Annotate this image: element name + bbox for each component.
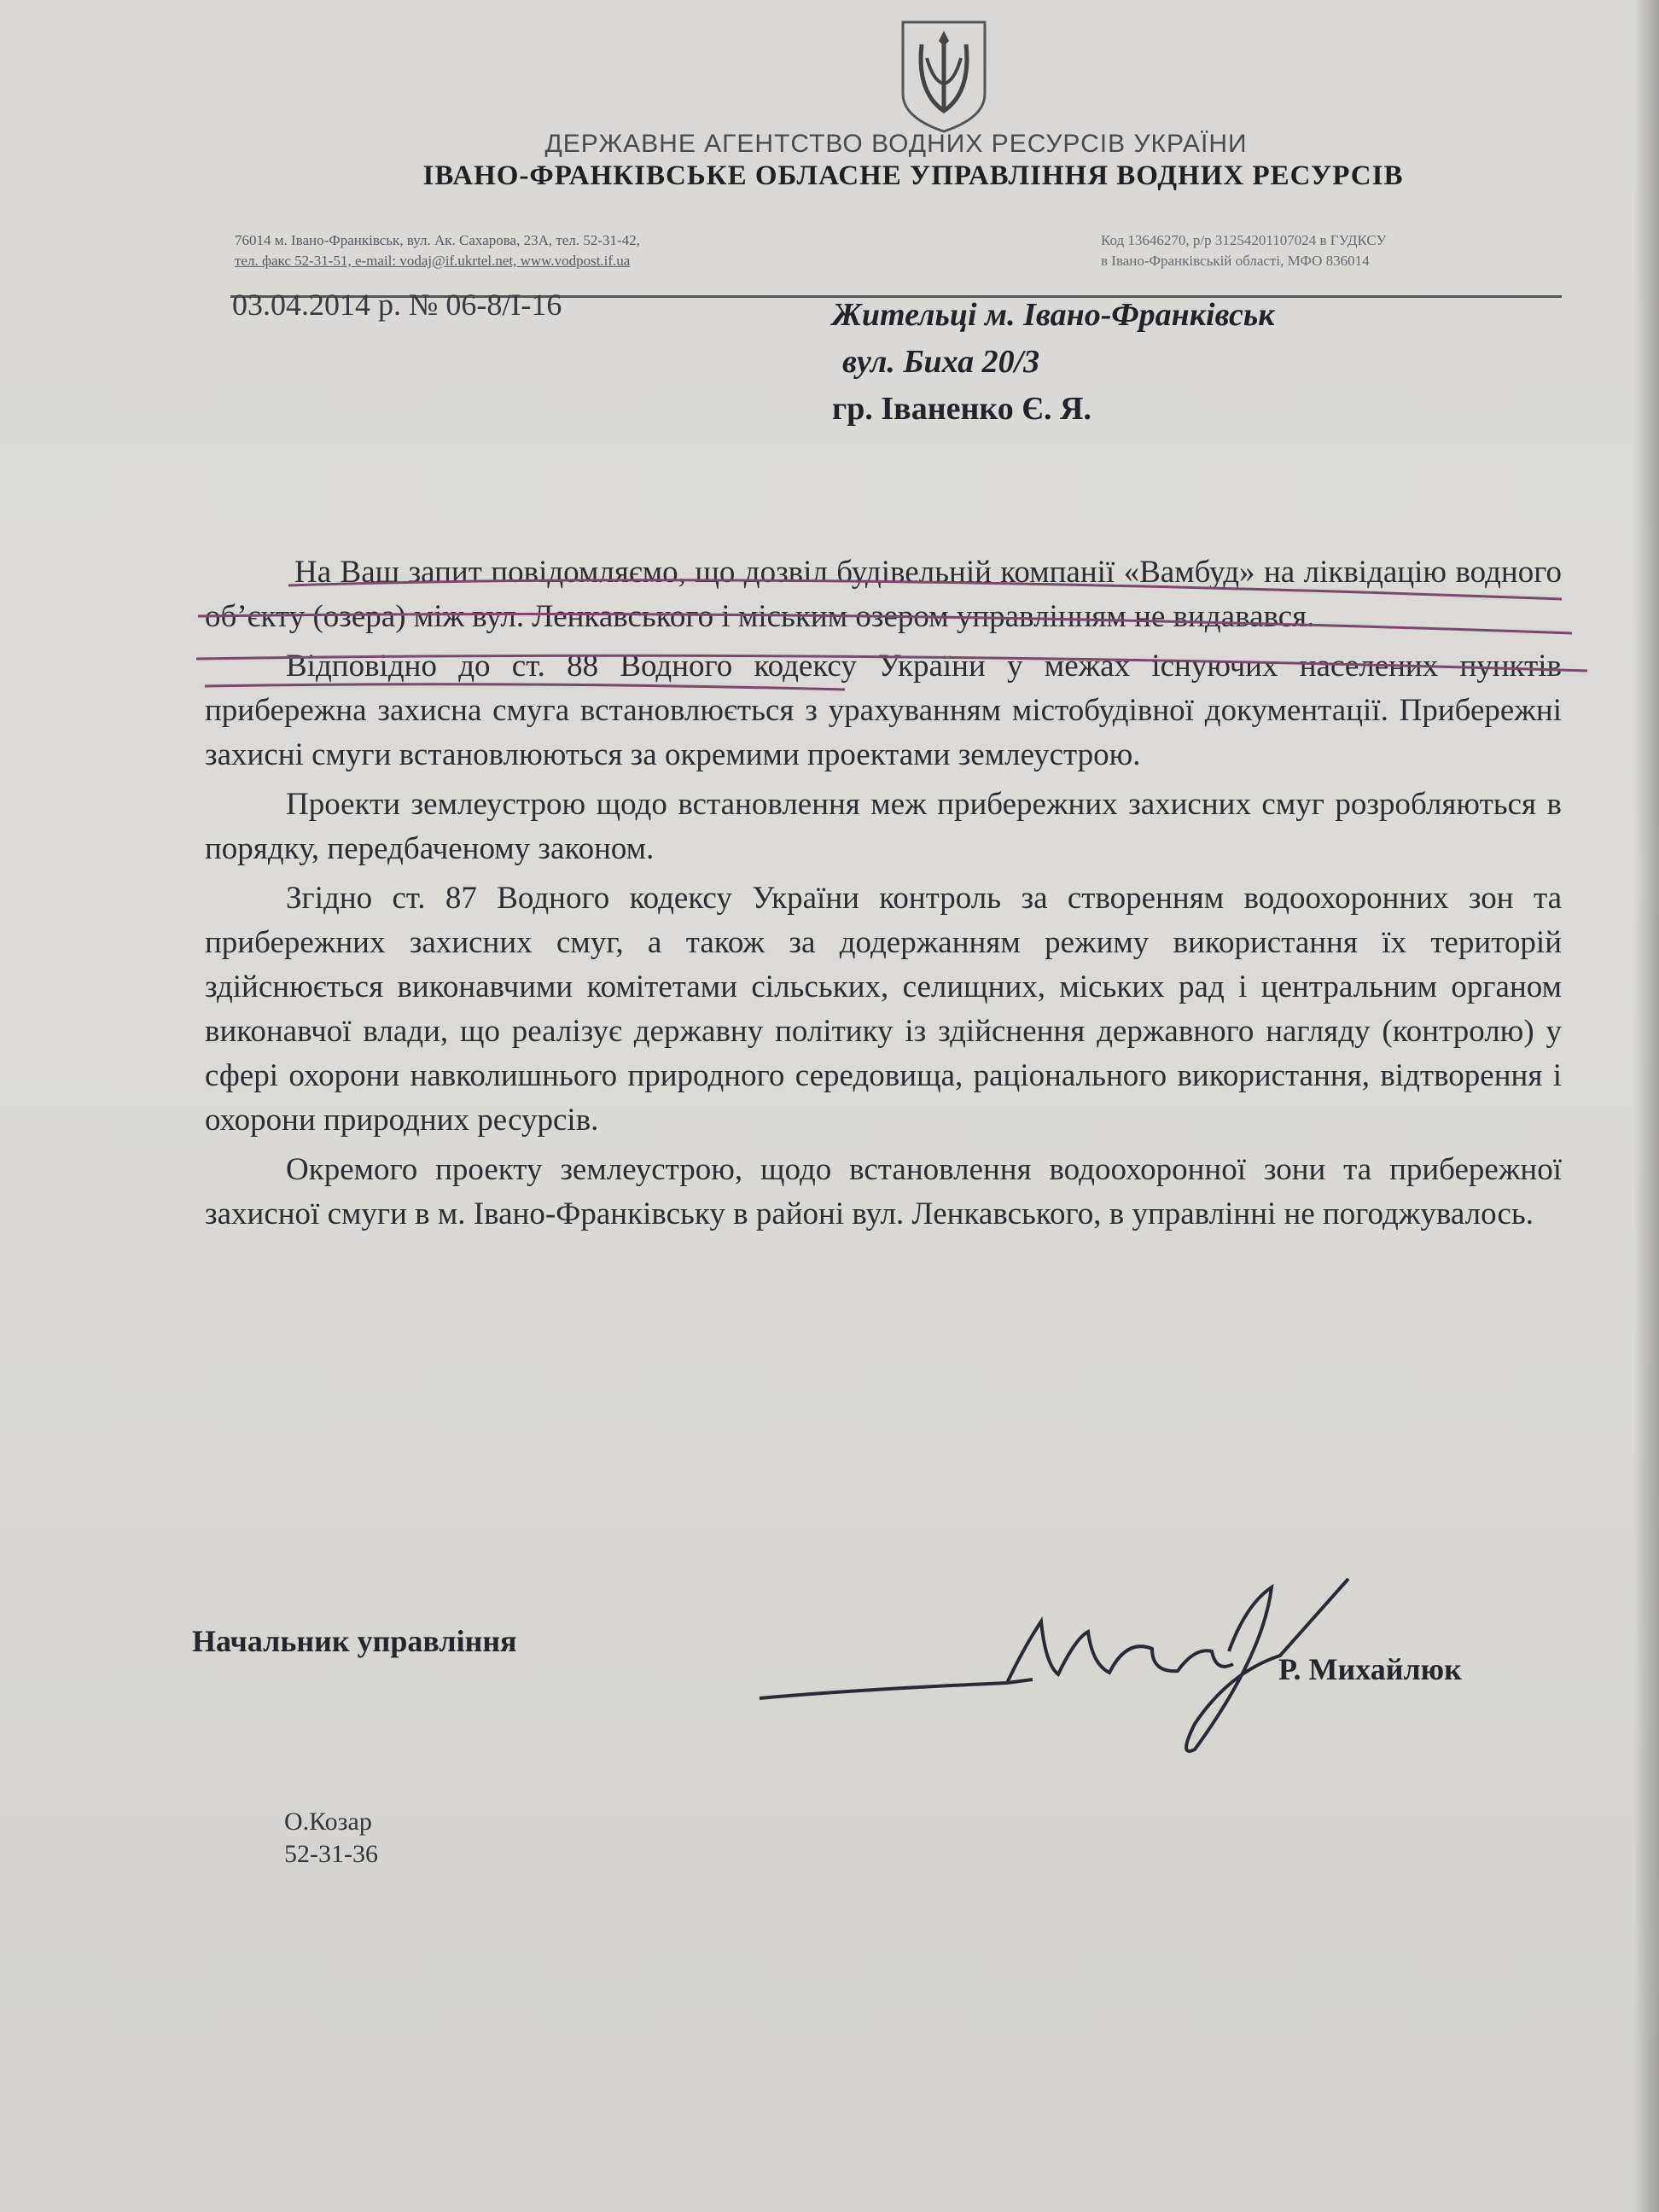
page-shadow-edge — [1633, 0, 1659, 2212]
agency-name: ДЕРЖАВНЕ АГЕНТСТВО ВОДНИХ РЕСУРСІВ УКРАЇНИ — [544, 130, 1248, 158]
bank-line-1: Код 13646270, р/р 31254201107024 в ГУДКСУ — [1101, 232, 1387, 248]
contact-line-1: 76014 м. Івано-Франківськ, вул. Ак. Сахарова, 23А, тел. 52-31-42, — [235, 232, 640, 248]
addressee-block — [832, 292, 1515, 433]
paragraph-2: Відповідно до ст. 88 Водного кодексу України у межах існуючих населених пунктів прибережна захисна смуга встановлюється з урахуванням містобудівної документації. Прибережні захисні смуги встановлюються за окремими проектами землеустрою. — [205, 649, 1562, 772]
bank-details — [1101, 230, 1562, 271]
department-name: ІВАНО-ФРАНКІВСЬКЕ ОБЛАСНЕ УПРАВЛІННЯ ВОДНИХ РЕСУРСІВ — [422, 160, 1404, 191]
executor-block — [284, 1806, 378, 1871]
paragraph-5: Окремого проекту землеустрою, щодо встановлення водоохоронної зони та прибережної захисної смуги в м. Івано-Франківську в районі вул. Ленкавського, в управлінні не погоджувалось. — [205, 1152, 1562, 1231]
paragraph-4: Згідно ст. 87 Водного кодексу України контроль за створенням водоохоронних зон та прибережних захисних смуг, а також за додержанням режиму використання їх територій здійснюється виконавчими комітетами сільських, селищних, міських рад і центральним органом виконавчої влади, що реалізує державну політику із здійснення державного нагляду (контролю) у сфері охорони навколишнього природного середовища, раціонального використання, відтворення і охорони природних ресурсів. — [205, 881, 1562, 1138]
bank-line-2: в Івано-Франківській області, МФО 836014 — [1101, 253, 1370, 269]
addressee-line-3: гр. Іваненко Є. Я. — [832, 391, 1091, 427]
handwritten-signature — [751, 1570, 1365, 1767]
executor-name: О.Козар — [284, 1807, 372, 1836]
paragraph-3: Проекти землеустрою щодо встановлення меж прибережних захисних смуг розробляються в порядку, передбаченому законом. — [205, 787, 1562, 866]
trident-emblem-icon — [896, 15, 992, 135]
contact-details — [235, 230, 883, 271]
contact-line-2: тел. факс 52-31-51, e-mail: vodaj@if.ukrtel.net, www.vodpost.if.ua — [235, 253, 631, 269]
document-reference: 03.04.2014 р. № 06-8/І-16 — [232, 288, 562, 322]
executor-phone: 52-31-36 — [284, 1840, 378, 1868]
letter-body — [205, 550, 1562, 1242]
signatory-title: Начальник управління — [192, 1624, 517, 1658]
signatory-name: Р. Михайлюк — [1278, 1652, 1462, 1686]
addressee-line-2: вул. Биха 20/3 — [842, 344, 1040, 380]
addressee-line-1: Жительці м. Івано-Франківськ — [832, 297, 1275, 333]
paragraph-1: На Ваш запит повідомляємо, що дозвіл будівельній компанії «Вамбуд» на ліквідацію водного об’єкту (озера) між вул. Ленкавського і міським озером управлінням не видавався. — [205, 555, 1562, 634]
